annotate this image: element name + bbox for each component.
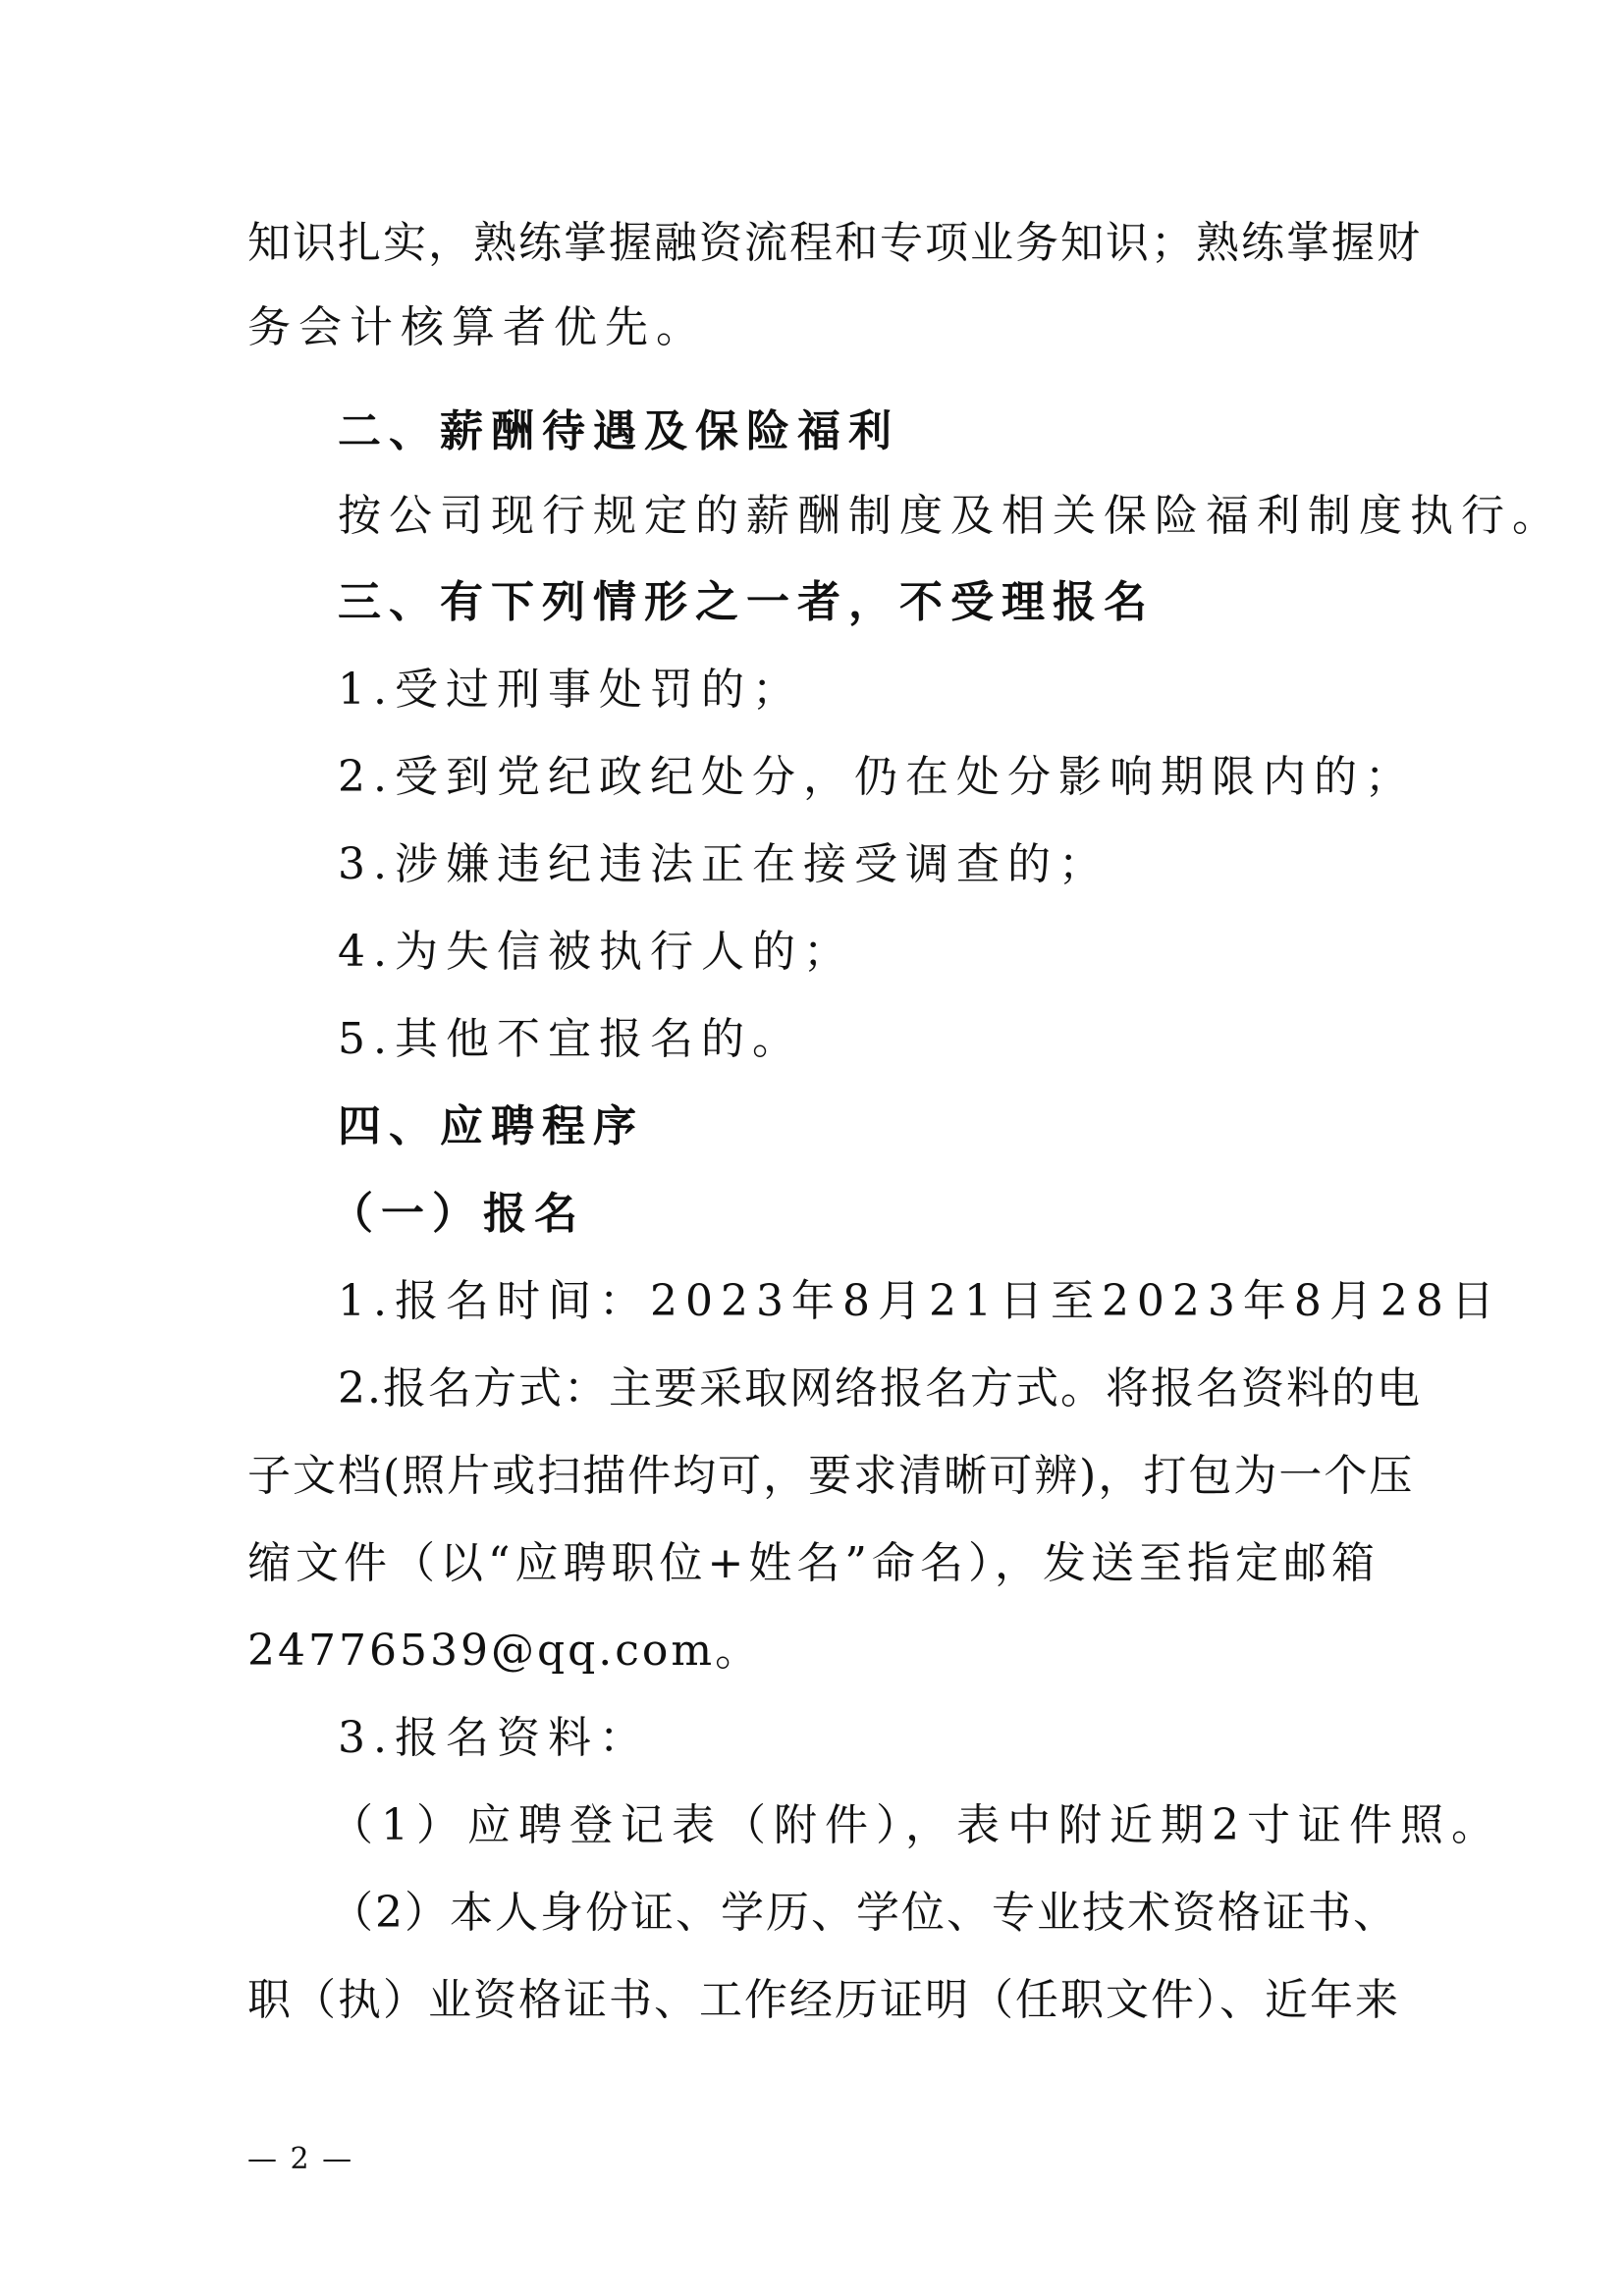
paragraph-line: 职（执）业资格证书、工作经历证明（任职文件）、近年来 [247,1975,1400,2025]
paragraph-line: 知识扎实，熟练掌握融资流程和专项业务知识；熟练掌握财 [247,218,1422,268]
section-heading: 四、应聘程序 [338,1101,644,1151]
list-item: 3.涉嫌违纪违法正在接受调查的； [338,839,1110,889]
list-item: 2.受到党纪政纪处分，仍在处分影响期限内的； [338,752,1416,802]
paragraph-line: 3.报名资料： [338,1713,650,1763]
paragraph-line: 缩文件（以“应聘职位+姓名”命名），发送至指定邮箱 [247,1538,1377,1588]
list-item: 1.受过刑事处罚的； [338,665,803,715]
section-heading: 三、有下列情形之一者，不受理报名 [338,577,1155,627]
subsection-heading: （一）报名 [330,1189,585,1239]
paragraph-line: 按公司现行规定的薪酬制度及相关保险福利制度执行。 [338,491,1563,541]
paragraph-line: （1）应聘登记表（附件），表中附近期2寸证件照。 [330,1800,1502,1850]
email-address: 24776539@qq.com。 [247,1626,762,1676]
list-item: 4.为失信被执行人的； [338,927,854,977]
paragraph-line: （2）本人身份证、学历、学位、专业技术资格证书、 [330,1888,1398,1938]
list-item: 5.其他不宜报名的。 [338,1014,803,1064]
section-heading: 二、薪酬待遇及保险福利 [338,406,899,456]
paragraph-line: 2.报名方式：主要采取网络报名方式。将报名资料的电 [338,1363,1422,1414]
paragraph-line: 务会计核算者优先。 [247,302,707,352]
page-number: — 2 — [247,2142,354,2176]
paragraph-line: 子文档(照片或扫描件均可，要求清晰可辨)，打包为一个压 [247,1451,1415,1501]
paragraph-line: 1.报名时间：2023年8月21日至2023年8月28日 [338,1276,1502,1326]
